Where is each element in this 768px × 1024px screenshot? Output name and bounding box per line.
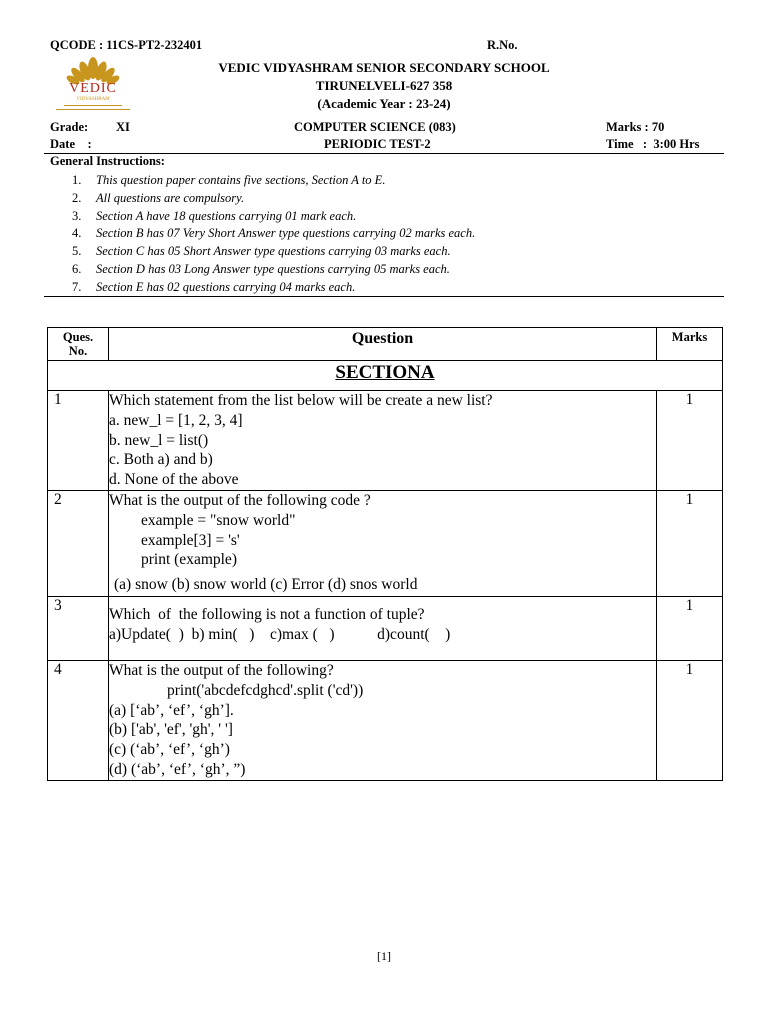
- table-row: [48, 490, 723, 596]
- marks-total: Marks : 70: [606, 120, 665, 134]
- col-ques-no: Ques. No.: [48, 328, 109, 361]
- time-duration: Time : 3:00 Hrs: [606, 137, 700, 151]
- roll-number-label: R.No.: [487, 38, 518, 52]
- question-marks: 1: [657, 660, 723, 780]
- subject-title: COMPUTER SCIENCE (083): [294, 120, 456, 134]
- table-row: [48, 596, 723, 660]
- section-title: SECTIONA: [48, 361, 723, 391]
- test-name: PERIODIC TEST-2: [324, 137, 431, 151]
- grade-label: Grade:: [50, 120, 89, 134]
- school-city: TIRUNELVELI-627 358: [315, 78, 453, 93]
- question-number: 4: [48, 660, 109, 780]
- academic-year: (Academic Year : 23-24): [317, 96, 451, 111]
- question-marks: 1: [657, 490, 723, 596]
- logo-wordmark: VEDIC: [69, 81, 117, 96]
- instruction-item: 2. All questions are compulsory.: [72, 190, 245, 205]
- question-table: [47, 327, 723, 781]
- instructions-rule: [44, 296, 724, 297]
- question-number: 1: [48, 391, 109, 491]
- col-marks: Marks: [657, 328, 723, 361]
- instruction-item: 7. Section E has 02 questions carrying 04 marks each.: [72, 279, 356, 294]
- instruction-item: 6. Section D has 03 Long Answer type questions carrying 05 marks each.: [72, 261, 450, 276]
- question-text: Which of the following is not a function of tuple? a)Update( ) b) min( ) c)max ( ) d)count( ): [109, 596, 657, 660]
- section-row: [48, 361, 723, 391]
- logo-subtext: VIDYASHRAM: [76, 97, 110, 102]
- instruction-item: 3. Section A have 18 questions carrying 01 mark each.: [72, 208, 357, 223]
- question-text: What is the output of the following code ? example = "snow world" example[3] = 's' print (example) (a) snow (b) snow world (c) Error (d) snos world: [109, 490, 657, 596]
- question-text: Which statement from the list below will be create a new list? a. new_l = [1, 2, 3, 4] b. new_l = list() c. Both a) and b) d. None of the above: [109, 391, 657, 491]
- instructions-title: General Instructions:: [50, 154, 165, 168]
- table-row: [48, 660, 723, 780]
- instruction-item: 5. Section C has 05 Short Answer type questions carrying 03 marks each.: [72, 244, 451, 259]
- table-header-row: [48, 328, 723, 361]
- question-text: What is the output of the following? print('abcdefcdghcd'.split ('cd')) (a) [‘ab’, ‘ef’, ‘gh’]. (b) ['ab', 'ef', 'gh', ' '] (c) (‘ab’, ‘ef’, ‘gh’) (d) (‘ab’, ‘ef’, ‘gh’, ”): [109, 660, 657, 780]
- date-label: Date :: [50, 137, 92, 151]
- table-row: [48, 391, 723, 491]
- question-number: 2: [48, 490, 109, 596]
- grade-value: XI: [116, 120, 130, 134]
- page-number: [1]: [377, 949, 391, 963]
- qcode: QCODE : 11CS-PT2-232401: [50, 38, 203, 52]
- instruction-item: 1. This question paper contains five sections, Section A to E.: [72, 173, 386, 187]
- question-number: 3: [48, 596, 109, 660]
- instruction-item: 4. Section B has 07 Very Short Answer type questions carrying 02 marks each.: [72, 226, 476, 241]
- col-question: Question: [109, 328, 657, 361]
- question-marks: 1: [657, 596, 723, 660]
- instructions-list: [72, 172, 475, 297]
- school-name: VEDIC VIDYASHRAM SENIOR SECONDARY SCHOOL: [218, 60, 550, 75]
- question-marks: 1: [657, 391, 723, 491]
